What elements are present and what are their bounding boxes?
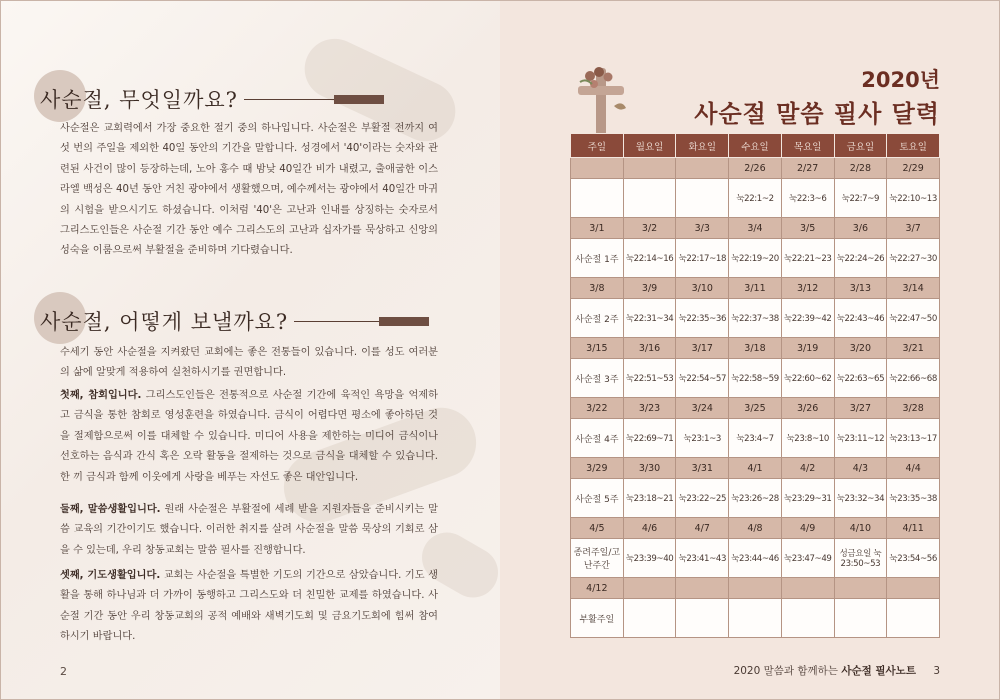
date-cell: 3/24	[676, 398, 729, 419]
item-lead: 둘째, 말씀생활입니다.	[60, 504, 161, 515]
date-cell: 3/29	[571, 458, 624, 479]
item-text: 원래 사순절은 부활절에 세례 받을 지원자들을 준비시키는 말씀 교육의 기간이기도 했습니다. 이러한 취지를 살려 사순절을 말씀 묵상의 기회로 삼을 수 있는데, 우리 창동교회는 말씀 필사를 진행합니다.	[60, 504, 438, 556]
heading-rule	[244, 99, 384, 100]
reading-cell: 눅23:13~17	[887, 419, 940, 458]
date-cell	[834, 578, 887, 599]
reading-cell: 눅22:10~13	[887, 179, 940, 218]
week-label-cell: 사순절 4주	[571, 419, 624, 458]
reading-cell	[729, 599, 782, 638]
paragraph-how: 수세기 동안 사순절을 지켜왔던 교회에는 좋은 전통들이 있습니다. 이를 성도 여러분의 삶에 알맞게 적용하여 실천하시기를 권면합니다.	[60, 347, 438, 379]
weekday-header: 주일	[571, 134, 624, 158]
reading-cell: 눅22:37~38	[729, 299, 782, 338]
weekday-header: 목요일	[781, 134, 834, 158]
reading-cell	[781, 599, 834, 638]
calendar-title: 사순절 말씀 필사 달력	[694, 100, 940, 128]
date-cell: 3/5	[781, 218, 834, 239]
reading-cell: 눅22:21~23	[781, 239, 834, 278]
date-cell: 4/4	[887, 458, 940, 479]
reading-cell: 눅22:54~57	[676, 359, 729, 398]
date-cell: 3/27	[834, 398, 887, 419]
date-cell: 4/10	[834, 518, 887, 539]
weekday-header: 화요일	[676, 134, 729, 158]
date-cell: 4/7	[676, 518, 729, 539]
date-cell: 3/20	[834, 338, 887, 359]
reading-cell: 눅22:27~30	[887, 239, 940, 278]
date-cell: 4/8	[729, 518, 782, 539]
item-lead: 셋째, 기도생활입니다.	[60, 570, 161, 581]
week-label-cell: 사순절 1주	[571, 239, 624, 278]
date-cell: 3/11	[729, 278, 782, 299]
date-cell: 3/13	[834, 278, 887, 299]
date-cell: 3/17	[676, 338, 729, 359]
cross-with-flowers-icon	[570, 60, 630, 140]
reading-cell: 눅22:60~62	[781, 359, 834, 398]
footer-title: 사순절 필사노트	[841, 665, 916, 677]
item-text: 그리스도인들은 전통적으로 사순절 기간에 육적인 욕망을 억제하고 금식을 통한 참회로 영성훈련을 하였습니다. 금식이 어렵다면 평소에 좋아하던 것을 절제함으로써 이를 대체할 수 있습니다. 미디어 사용을 제한하는 미디어 금식이나 선호하는 음식과 간식 혹은 오락 활동을 절제하는 것으로 금식을 대체할 수 있습니다. 한 끼 금식과 함께 이웃에게 사랑을 베푸는 자선도 좋은 대안입니다.	[60, 390, 438, 483]
reading-row	[571, 299, 940, 338]
date-cell: 3/25	[729, 398, 782, 419]
date-cell: 4/9	[781, 518, 834, 539]
date-cell: 3/9	[623, 278, 676, 299]
reading-cell: 눅23:29~31	[781, 479, 834, 518]
reading-cell: 눅22:39~42	[781, 299, 834, 338]
date-cell: 3/15	[571, 338, 624, 359]
reading-cell: 눅23:44~46	[729, 539, 782, 578]
page-number: 2	[60, 665, 67, 678]
calendar-year: 2020년	[861, 68, 940, 92]
weekday-header: 토요일	[887, 134, 940, 158]
reading-cell: 눅22:1~2	[729, 179, 782, 218]
date-cell: 3/23	[623, 398, 676, 419]
week-label-cell: 종려주일/고난주간	[571, 539, 624, 578]
date-cell: 3/4	[729, 218, 782, 239]
footer-prefix: 2020 말씀과 함께하는	[733, 665, 838, 677]
list-item-prayer	[60, 566, 438, 648]
date-cell: 3/7	[887, 218, 940, 239]
date-cell: 3/26	[781, 398, 834, 419]
section-title: 사순절, 무엇일까요?	[40, 88, 238, 112]
reading-cell: 눅22:7~9	[834, 179, 887, 218]
date-cell: 3/16	[623, 338, 676, 359]
date-cell: 3/31	[676, 458, 729, 479]
reading-cell: 눅23:1~3	[676, 419, 729, 458]
reading-row	[571, 539, 940, 578]
weekday-header-row	[571, 134, 940, 158]
date-cell: 3/30	[623, 458, 676, 479]
date-cell: 4/1	[729, 458, 782, 479]
reading-cell	[676, 179, 729, 218]
reading-cell: 눅23:8~10	[781, 419, 834, 458]
date-cell: 4/12	[571, 578, 624, 599]
reading-cell: 눅23:41~43	[676, 539, 729, 578]
reading-row	[571, 239, 940, 278]
date-cell	[729, 578, 782, 599]
date-cell	[571, 158, 624, 179]
reading-cell: 눅22:24~26	[834, 239, 887, 278]
reading-cell	[834, 599, 887, 638]
date-cell	[623, 578, 676, 599]
reading-cell: 성금요일 눅23:50~53	[834, 539, 887, 578]
date-cell: 4/3	[834, 458, 887, 479]
weekday-header: 금요일	[834, 134, 887, 158]
date-row	[571, 158, 940, 179]
reading-cell: 눅23:11~12	[834, 419, 887, 458]
date-cell	[623, 158, 676, 179]
reading-cell: 눅23:22~25	[676, 479, 729, 518]
reading-row	[571, 179, 940, 218]
section-heading-how	[40, 306, 429, 336]
reading-cell: 눅23:26~28	[729, 479, 782, 518]
reading-cell: 눅23:54~56	[887, 539, 940, 578]
week-label-cell: 사순절 2주	[571, 299, 624, 338]
date-row	[571, 278, 940, 299]
page-number: 3	[933, 665, 940, 677]
reading-cell: 눅22:43~46	[834, 299, 887, 338]
reading-row	[571, 359, 940, 398]
list-item-word	[60, 500, 438, 561]
date-cell: 4/5	[571, 518, 624, 539]
reading-cell	[676, 599, 729, 638]
weekday-header: 월요일	[623, 134, 676, 158]
reading-cell: 눅22:19~20	[729, 239, 782, 278]
date-cell	[781, 578, 834, 599]
week-label-cell: 부활주일	[571, 599, 624, 638]
date-cell	[887, 578, 940, 599]
date-cell: 3/1	[571, 218, 624, 239]
date-cell: 3/22	[571, 398, 624, 419]
date-cell: 2/27	[781, 158, 834, 179]
reading-cell	[623, 179, 676, 218]
reading-cell: 눅23:32~34	[834, 479, 887, 518]
reading-row	[571, 479, 940, 518]
reading-cell: 눅22:69~71	[623, 419, 676, 458]
reading-cell: 눅22:51~53	[623, 359, 676, 398]
week-label-cell	[571, 179, 624, 218]
reading-cell: 눅23:4~7	[729, 419, 782, 458]
footer	[734, 663, 940, 678]
date-cell: 3/18	[729, 338, 782, 359]
date-cell	[676, 578, 729, 599]
reading-row	[571, 599, 940, 638]
date-cell: 2/28	[834, 158, 887, 179]
date-cell	[676, 158, 729, 179]
reading-cell: 눅22:17~18	[676, 239, 729, 278]
item-lead: 첫째, 참회입니다.	[60, 390, 142, 401]
item-text: 교회는 사순절을 특별한 기도의 기간으로 삼았습니다. 기도 생활을 통해 하나님과 더 가까이 동행하고 그리스도와 더 친밀한 교제를 하였습니다. 사순절 기간 동안 우리 창동교회의 공적 예배와 새벽기도회 및 금요기도회에 힘써 참여하시기 바랍니다.	[60, 570, 438, 643]
date-row	[571, 578, 940, 599]
weekday-header: 수요일	[729, 134, 782, 158]
date-cell: 2/26	[729, 158, 782, 179]
date-row	[571, 218, 940, 239]
week-label-cell: 사순절 3주	[571, 359, 624, 398]
reading-cell: 눅22:31~34	[623, 299, 676, 338]
date-cell: 3/6	[834, 218, 887, 239]
date-cell: 4/11	[887, 518, 940, 539]
reading-cell: 눅22:14~16	[623, 239, 676, 278]
heading-rule	[294, 321, 429, 322]
date-cell: 3/19	[781, 338, 834, 359]
date-cell: 3/14	[887, 278, 940, 299]
date-cell: 3/8	[571, 278, 624, 299]
reading-row	[571, 419, 940, 458]
date-row	[571, 398, 940, 419]
date-row	[571, 518, 940, 539]
reading-cell	[887, 599, 940, 638]
week-label-cell: 사순절 5주	[571, 479, 624, 518]
date-cell: 3/10	[676, 278, 729, 299]
date-cell: 3/3	[676, 218, 729, 239]
reading-cell: 눅22:58~59	[729, 359, 782, 398]
date-cell: 3/28	[887, 398, 940, 419]
reading-cell: 눅22:66~68	[887, 359, 940, 398]
reading-cell: 눅22:63~65	[834, 359, 887, 398]
reading-cell: 눅23:39~40	[623, 539, 676, 578]
reading-cell: 눅22:35~36	[676, 299, 729, 338]
paragraph-what: 사순절은 교회력에서 가장 중요한 절기 중의 하나입니다. 사순절은 부활절 전까지 여섯 번의 주일을 제외한 40일 동안의 기간을 말합니다. 성경에서 '40'이라는 숫자와 관련된 사건이 많이 등장하는데, 노아 홍수 때 밤낮 40일간 비가 내렸고, 출애굽한 이스라엘 백성은 40년 동안 거친 광야에서 생활했으며, 예수께서는 광야에서 40일간 마귀의 시험을 받으시기도 하셨습니다. 이처럼 '40'은 고난과 인내를 상징하는 숫자로서 그리스도인들은 사순절 기간 동안 예수 그리스도의 고난과 십자가를 묵상하고 신앙의 성숙을 이룸으로써 부활절을 준비하며 기다렸습니다.	[60, 123, 438, 257]
reading-cell: 눅22:47~50	[887, 299, 940, 338]
date-cell: 3/21	[887, 338, 940, 359]
right-page	[500, 0, 1000, 700]
date-row	[571, 338, 940, 359]
calendar-table	[570, 133, 940, 638]
list-item-repentance	[60, 386, 438, 488]
date-cell: 4/2	[781, 458, 834, 479]
reading-cell	[623, 599, 676, 638]
reading-cell: 눅23:35~38	[887, 479, 940, 518]
reading-cell: 눅23:47~49	[781, 539, 834, 578]
date-cell: 2/29	[887, 158, 940, 179]
reading-cell: 눅23:18~21	[623, 479, 676, 518]
reading-cell: 눅22:3~6	[781, 179, 834, 218]
section-heading-what	[40, 84, 384, 114]
date-cell: 3/2	[623, 218, 676, 239]
date-cell: 4/6	[623, 518, 676, 539]
date-row	[571, 458, 940, 479]
section-title: 사순절, 어떻게 보낼까요?	[40, 310, 289, 334]
date-cell: 3/12	[781, 278, 834, 299]
